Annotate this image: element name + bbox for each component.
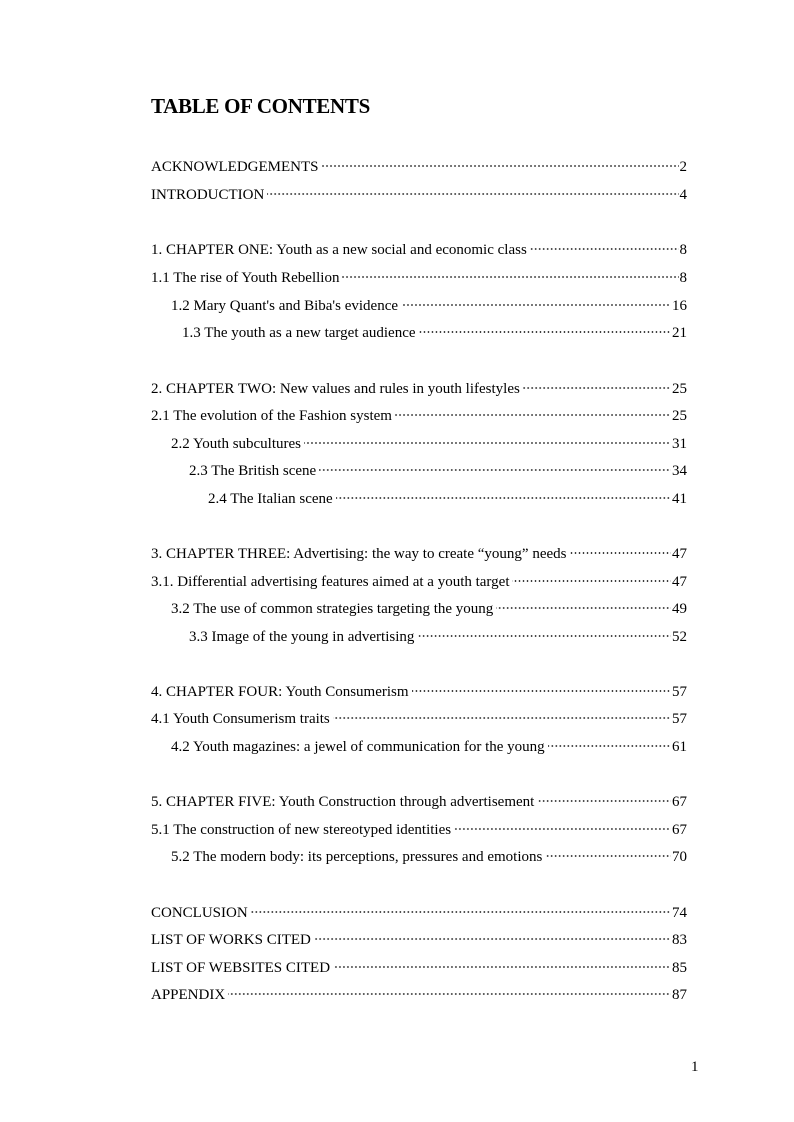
toc-entry-page: 47 (672, 574, 687, 590)
page-number: 1 (691, 1059, 699, 1075)
dot-leader (401, 304, 671, 306)
dot-leader (333, 717, 671, 719)
toc-entry-chapter-5[interactable] (151, 792, 687, 812)
toc-entry-page: 16 (672, 298, 687, 314)
toc-entry-section-3-3[interactable] (189, 627, 687, 647)
toc-entry-chapter-4[interactable] (151, 682, 687, 702)
toc-entry-label: 1.1 The rise of Youth Rebellion (151, 270, 340, 286)
toc-entry-label: 2.3 The British scene (189, 463, 317, 479)
toc-entry-label: 1.2 Mary Quant's and Biba's evidence (171, 298, 399, 314)
toc-entry-page: 74 (672, 905, 687, 921)
toc-entry-conclusion[interactable] (151, 903, 687, 923)
dot-leader (530, 248, 679, 250)
toc-entry-page: 61 (672, 739, 687, 755)
toc-entry-label: 3. CHAPTER THREE: Advertising: the way to create “young” needs (151, 546, 567, 562)
toc-entry-page: 57 (672, 711, 687, 727)
toc-entry-label: ACKNOWLEDGEMENTS (151, 159, 319, 175)
toc-entry-label: 2.1 The evolution of the Fashion system (151, 408, 392, 424)
toc-entry-section-1-3[interactable] (182, 323, 687, 343)
toc-entry-label: INTRODUCTION (151, 187, 265, 203)
toc-entry-label: 1.3 The youth as a new target audience (182, 325, 416, 341)
dot-leader (395, 414, 671, 416)
toc-entry-label: 5.2 The modern body: its perceptions, pressures and emotions (171, 849, 543, 865)
dot-leader (319, 469, 671, 471)
toc-entry-section-1-1[interactable] (151, 268, 687, 288)
toc-entry-section-2-2[interactable] (171, 434, 687, 454)
toc-entry-chapter-1[interactable] (151, 240, 687, 260)
dot-leader (267, 193, 678, 195)
toc-entry-label: 3.1. Differential advertising features aimed at a youth target (151, 574, 510, 590)
dot-leader (569, 552, 671, 554)
toc-entry-page: 8 (679, 270, 687, 286)
toc-entry-websites-cited[interactable] (151, 958, 687, 978)
toc-entry-label: LIST OF WEBSITES CITED (151, 960, 331, 976)
toc-entry-section-1-2[interactable] (171, 296, 687, 316)
toc-entry-page: 41 (672, 491, 687, 507)
toc-entry-chapter-2[interactable] (151, 379, 687, 399)
toc-entry-label: 3.3 Image of the young in advertising (189, 629, 415, 645)
toc-entry-introduction[interactable] (151, 185, 687, 205)
dot-leader (304, 442, 671, 444)
dot-leader (336, 497, 671, 499)
toc-entry-section-5-1[interactable] (151, 820, 687, 840)
toc-entry-section-4-1[interactable] (151, 709, 687, 729)
toc-entry-page: 2 (679, 159, 687, 175)
dot-leader (454, 828, 671, 830)
toc-entry-page: 87 (672, 987, 687, 1003)
toc-entry-chapter-3[interactable] (151, 544, 687, 564)
toc-entry-page: 67 (672, 794, 687, 810)
dot-leader (342, 276, 678, 278)
toc-entry-page: 34 (672, 463, 687, 479)
toc-entry-page: 21 (672, 325, 687, 341)
toc-entry-page: 47 (672, 546, 687, 562)
toc-entry-appendix[interactable] (151, 985, 687, 1005)
dot-leader (314, 938, 671, 940)
toc-entry-page: 67 (672, 822, 687, 838)
dot-leader (412, 690, 671, 692)
toc-entry-label: LIST OF WORKS CITED (151, 932, 311, 948)
dot-leader (333, 966, 671, 968)
toc-entry-page: 57 (672, 684, 687, 700)
toc-entry-label: APPENDIX (151, 987, 226, 1003)
toc-entry-section-3-2[interactable] (171, 599, 687, 619)
toc-entry-label: CONCLUSION (151, 905, 248, 921)
toc-entry-label: 2. CHAPTER TWO: New values and rules in youth lifestyles (151, 381, 520, 397)
toc-entry-section-2-1[interactable] (151, 406, 687, 426)
toc-entry-page: 25 (672, 381, 687, 397)
toc-entry-page: 31 (672, 436, 687, 452)
toc-entry-page: 52 (672, 629, 687, 645)
dot-leader (228, 993, 671, 995)
toc-entry-section-5-2[interactable] (171, 847, 687, 867)
dot-leader (321, 165, 678, 167)
dot-leader (545, 855, 671, 857)
toc-entry-page: 85 (672, 960, 687, 976)
dot-leader (417, 635, 671, 637)
toc-entry-label: 5. CHAPTER FIVE: Youth Construction through advertisement (151, 794, 535, 810)
toc-entry-page: 70 (672, 849, 687, 865)
toc-entry-section-2-3[interactable] (189, 461, 687, 481)
dot-leader (512, 580, 671, 582)
dot-leader (537, 800, 671, 802)
dot-leader (419, 331, 671, 333)
page-title: TABLE OF CONTENTS (151, 94, 370, 118)
toc-entry-label: 2.4 The Italian scene (208, 491, 333, 507)
dot-leader (523, 387, 671, 389)
toc-entry-label: 4. CHAPTER FOUR: Youth Consumerism (151, 684, 409, 700)
dot-leader (548, 745, 671, 747)
toc-entry-section-2-4[interactable] (208, 489, 687, 509)
toc-entry-page: 83 (672, 932, 687, 948)
dot-leader (496, 607, 671, 609)
toc-entry-label: 4.2 Youth magazines: a jewel of communication for the young (171, 739, 545, 755)
toc-entry-works-cited[interactable] (151, 930, 687, 950)
toc-entry-label: 3.2 The use of common strategies targeting the young (171, 601, 494, 617)
toc-entry-section-3-1[interactable] (151, 572, 687, 592)
dot-leader (251, 911, 671, 913)
toc-entry-acknowledgements[interactable] (151, 157, 687, 177)
toc-entry-page: 4 (679, 187, 687, 203)
toc-entry-page: 25 (672, 408, 687, 424)
toc-entry-label: 5.1 The construction of new stereotyped identities (151, 822, 452, 838)
toc-entry-label: 1. CHAPTER ONE: Youth as a new social and economic class (151, 242, 527, 258)
toc-entry-page: 8 (679, 242, 687, 258)
toc-entry-section-4-2[interactable] (171, 737, 687, 757)
toc-entry-label: 2.2 Youth subcultures (171, 436, 302, 452)
toc-entry-label: 4.1 Youth Consumerism traits (151, 711, 330, 727)
toc-entry-page: 49 (672, 601, 687, 617)
